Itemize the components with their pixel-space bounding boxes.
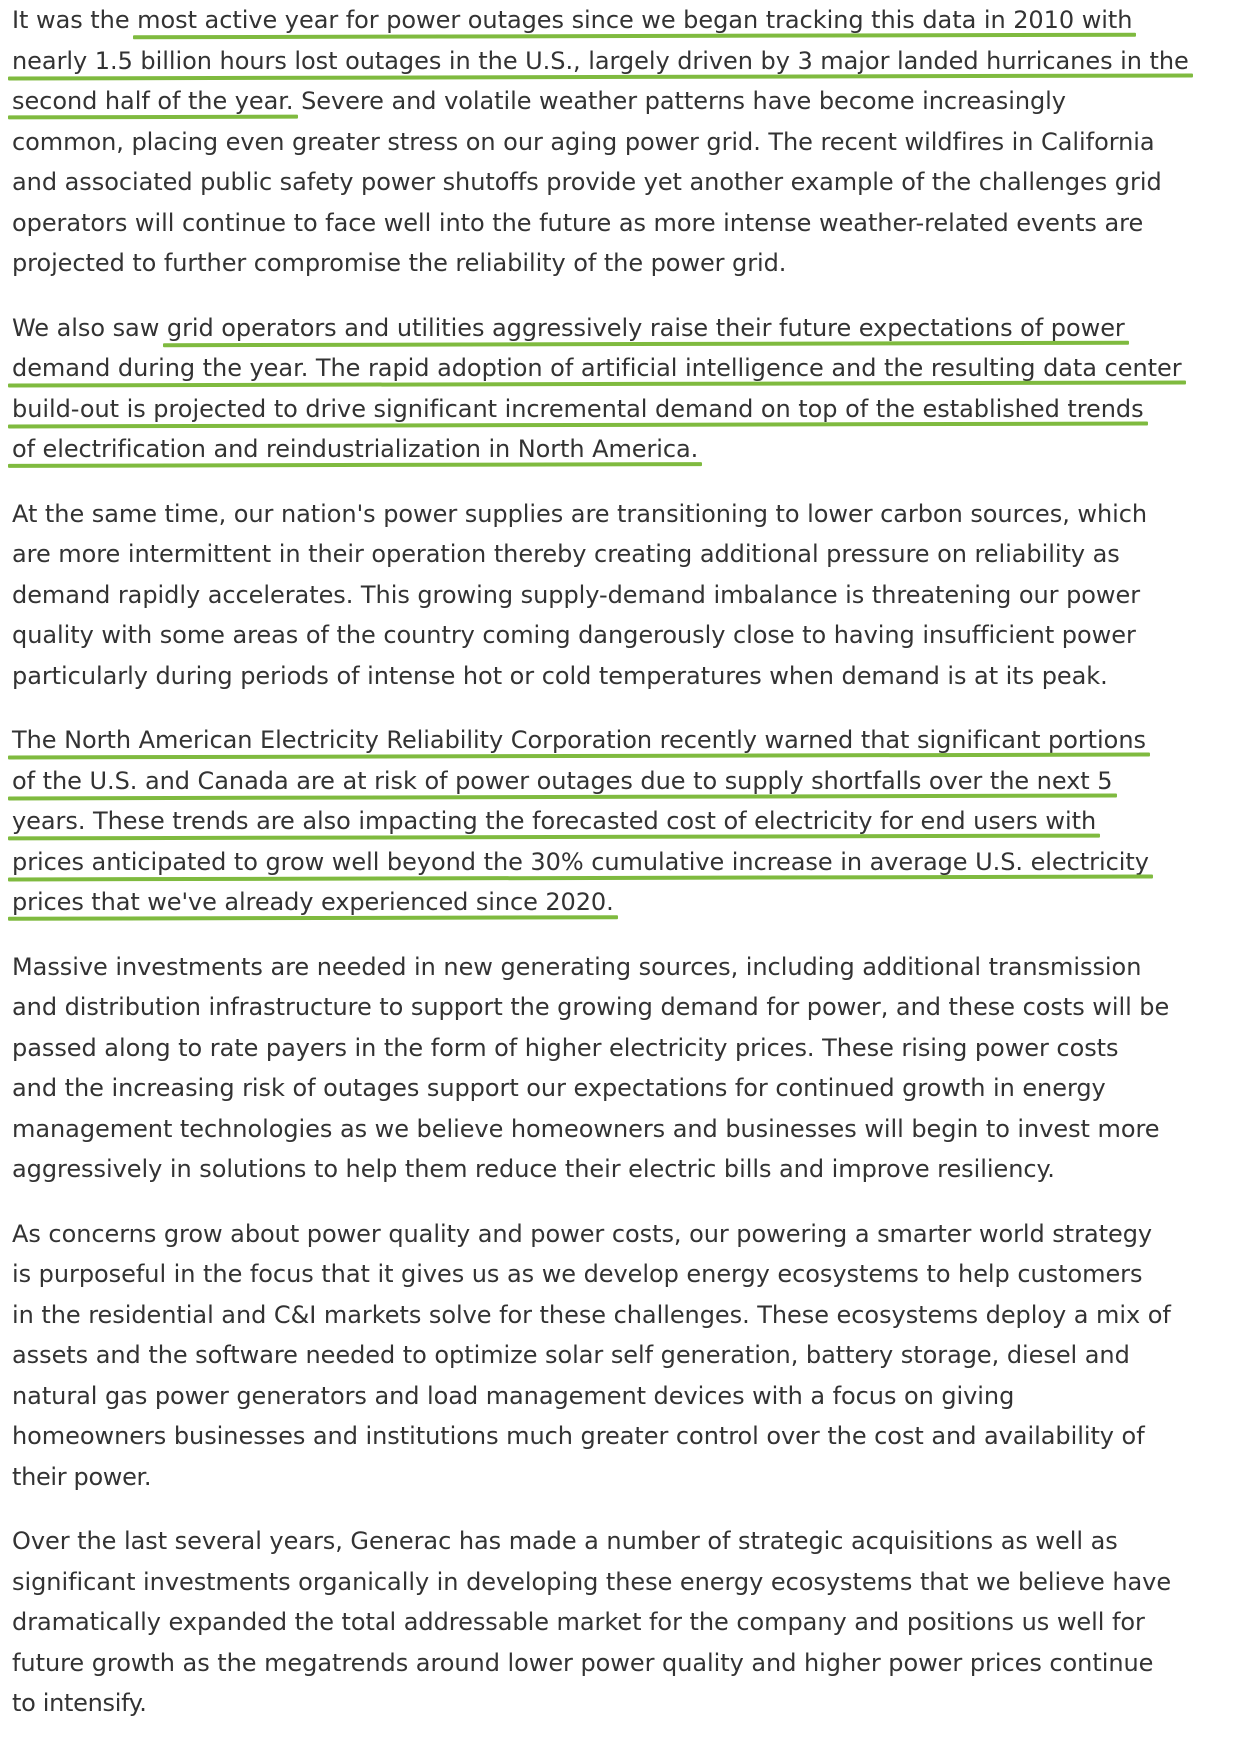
highlighted-text: prices that we've already experienced since 2020. — [12, 888, 614, 916]
highlighted-text: nearly 1.5 billion hours lost outages in the U.S., largely driven by 3 major landed hurricanes in the — [12, 46, 1189, 75]
plain-text: quality with some areas of the country coming dangerously close to having insufficient power — [12, 621, 1136, 649]
plain-text: assets and the software needed to optimize solar self generation, battery storage, diesel and — [12, 1341, 1130, 1369]
plain-text: and associated public safety power shutoffs provide yet another example of the challenges grid — [12, 168, 1162, 196]
text-line — [12, 122, 1236, 163]
text-line — [12, 308, 1236, 349]
text-line — [12, 987, 1236, 1028]
text-line — [12, 1335, 1236, 1376]
plain-text: As concerns grow about power quality and power costs, our powering a smarter world strategy — [12, 1219, 1153, 1248]
text-line — [12, 1295, 1236, 1336]
highlighted-text: grid operators and utilities aggressively raise their future expectations of power — [166, 313, 1125, 342]
text-line — [12, 81, 1236, 122]
text-line — [12, 348, 1236, 389]
highlighted-text: years. These trends are also impacting the forecasted cost of electricity for end users with — [12, 807, 1097, 835]
plain-text: and the increasing risk of outages support our expectations for continued growth in energy — [12, 1074, 1106, 1102]
plain-text: their power. — [12, 1462, 152, 1491]
text-line — [12, 575, 1236, 616]
text-line — [12, 1416, 1236, 1457]
text-line — [12, 1028, 1236, 1069]
article-body — [12, 0, 1236, 1748]
text-line — [12, 1521, 1236, 1562]
paragraph — [12, 720, 1236, 923]
plain-text: passed along to rate payers in the form of higher electricity prices. These rising power costs — [12, 1033, 1119, 1062]
text-line — [12, 1068, 1236, 1109]
paragraph — [12, 308, 1236, 470]
highlighted-text: of the U.S. and Canada are at risk of power outages due to supply shortfalls over the next 5 — [12, 766, 1113, 795]
paragraph — [12, 1521, 1236, 1724]
text-line — [12, 801, 1236, 842]
plain-text: aggressively in solutions to help them reduce their electric bills and improve resiliency. — [12, 1155, 1055, 1183]
plain-text: particularly during periods of intense hot or cold temperatures when demand is at its peak. — [12, 661, 1108, 690]
text-line — [12, 1683, 1236, 1724]
text-line — [12, 429, 1236, 470]
plain-text: projected to further compromise the reliability of the power grid. — [12, 249, 787, 277]
paragraph — [12, 1214, 1236, 1498]
text-line — [12, 947, 1236, 988]
plain-text: Massive investments are needed in new generating sources, including additional transmission — [12, 952, 1142, 981]
paragraph — [12, 0, 1236, 284]
plain-text: significant investments organically in developing these energy ecosystems that we believe have — [12, 1567, 1172, 1596]
text-line — [12, 882, 1236, 923]
plain-text: Over the last several years, Generac has made a number of strategic acquisitions as well as — [12, 1527, 1118, 1555]
highlighted-text: most active year for power outages since we began tracking this data in 2010 with — [137, 6, 1133, 34]
paragraph — [12, 494, 1236, 697]
plain-text: management technologies as we believe homeowners and businesses will begin to invest more — [12, 1114, 1160, 1143]
text-line — [12, 656, 1236, 697]
highlighted-text: build-out is projected to drive significant incremental demand on top of the established trends — [12, 394, 1144, 423]
text-line — [12, 1602, 1236, 1643]
text-line — [12, 41, 1236, 82]
text-line — [12, 162, 1236, 203]
plain-text: demand rapidly accelerates. This growing supply-demand imbalance is threatening our power — [12, 580, 1141, 609]
highlighted-text: The North American Electricity Reliability Corporation recently warned that significant portions — [12, 726, 1146, 754]
text-line — [12, 243, 1236, 284]
plain-text: are more intermittent in their operation thereby creating additional pressure on reliability as — [12, 540, 1120, 568]
plain-text: It was the — [12, 6, 138, 34]
text-line — [12, 720, 1236, 761]
text-line — [12, 494, 1236, 535]
text-line — [12, 1457, 1236, 1498]
text-line — [12, 1149, 1236, 1190]
highlighted-text: of electrification and reindustrialization in North America. — [12, 435, 699, 463]
text-line — [12, 615, 1236, 656]
text-line — [12, 842, 1236, 883]
highlighted-text: second half of the year. — [12, 87, 294, 115]
text-line — [12, 1109, 1236, 1150]
highlighted-text: prices anticipated to grow well beyond the 30% cumulative increase in average U.S. electricity — [12, 847, 1149, 876]
plain-text: common, placing even greater stress on our aging power grid. The recent wildfires in California — [12, 127, 1155, 156]
plain-text: dramatically expanded the total addressable market for the company and positions us well for — [12, 1608, 1145, 1636]
plain-text: natural gas power generators and load management devices with a focus on giving — [12, 1381, 1015, 1410]
text-line — [12, 1376, 1236, 1417]
plain-text: At the same time, our nation's power supplies are transitioning to lower carbon sources, which — [12, 499, 1148, 528]
plain-text: operators will continue to face well into the future as more intense weather-related events are — [12, 208, 1144, 237]
text-line — [12, 389, 1236, 430]
plain-text: and distribution infrastructure to support the growing demand for power, and these costs will be — [12, 993, 1170, 1021]
plain-text: in the residential and C&I markets solve for these challenges. These ecosystems deploy a mix of — [12, 1300, 1171, 1329]
plain-text: Severe and volatile weather patterns have become increasingly — [293, 87, 1066, 115]
plain-text: homeowners businesses and institutions much greater control over the cost and availability of — [12, 1422, 1145, 1450]
plain-text: future growth as the megatrends around lower power quality and higher power prices continue — [12, 1648, 1154, 1677]
text-line — [12, 534, 1236, 575]
paragraph — [12, 947, 1236, 1190]
text-line — [12, 1254, 1236, 1295]
highlighted-text: demand during the year. The rapid adoption of artificial intelligence and the resulting data center — [12, 354, 1182, 382]
text-line — [12, 1214, 1236, 1255]
plain-text: We also saw — [12, 313, 167, 342]
plain-text: is purposeful in the focus that it gives us as we develop energy ecosystems to help customers — [12, 1260, 1143, 1288]
text-line — [12, 1643, 1236, 1684]
text-line — [12, 0, 1236, 41]
plain-text: to intensify. — [12, 1689, 147, 1717]
text-line — [12, 761, 1236, 802]
text-line — [12, 1562, 1236, 1603]
text-line — [12, 203, 1236, 244]
